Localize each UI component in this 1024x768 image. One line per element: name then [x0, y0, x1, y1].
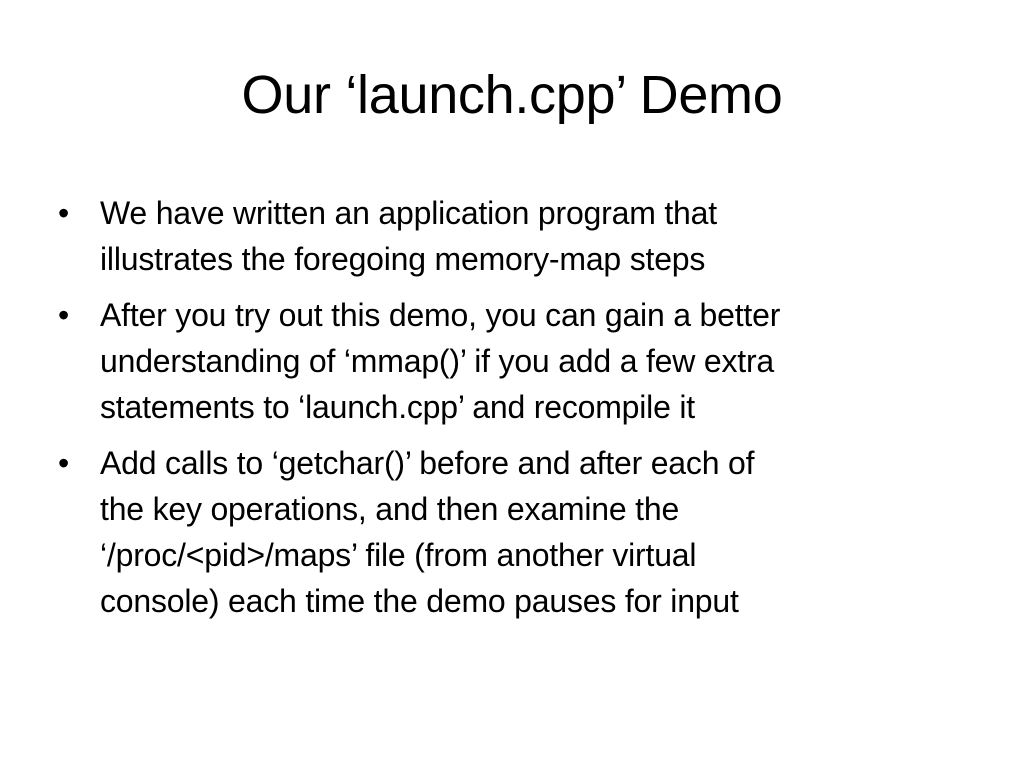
- bullet-text-line: After you try out this demo, you can gain a better: [100, 297, 781, 333]
- bullet-text-line: the key operations, and then examine the: [100, 491, 680, 527]
- bullet-text-line: console) each time the demo pauses for input: [100, 583, 739, 619]
- bullet-text-line: We have written an application program that: [100, 195, 717, 231]
- bullet-text-line: understanding of ‘mmap()’ if you add a few extra: [100, 343, 775, 379]
- bullet-text-line: statements to ‘launch.cpp’ and recompile it: [100, 389, 695, 425]
- bullet-item: [58, 190, 978, 282]
- bullet-text-line: ‘/proc/<pid>/maps’ file (from another virtual: [100, 537, 697, 573]
- slide-title: Our ‘launch.cpp’ Demo: [241, 65, 783, 125]
- bullet-dot-icon: •: [58, 297, 70, 333]
- bullet-item: [58, 292, 978, 430]
- bullet-item: [58, 440, 978, 624]
- bullet-dot-icon: •: [58, 195, 70, 231]
- bullet-dot-icon: •: [58, 445, 70, 481]
- bullet-text-line: illustrates the foregoing memory-map steps: [100, 241, 706, 277]
- bullet-list: [58, 190, 978, 634]
- bullet-text-line: Add calls to ‘getchar()’ before and after each of: [100, 445, 755, 481]
